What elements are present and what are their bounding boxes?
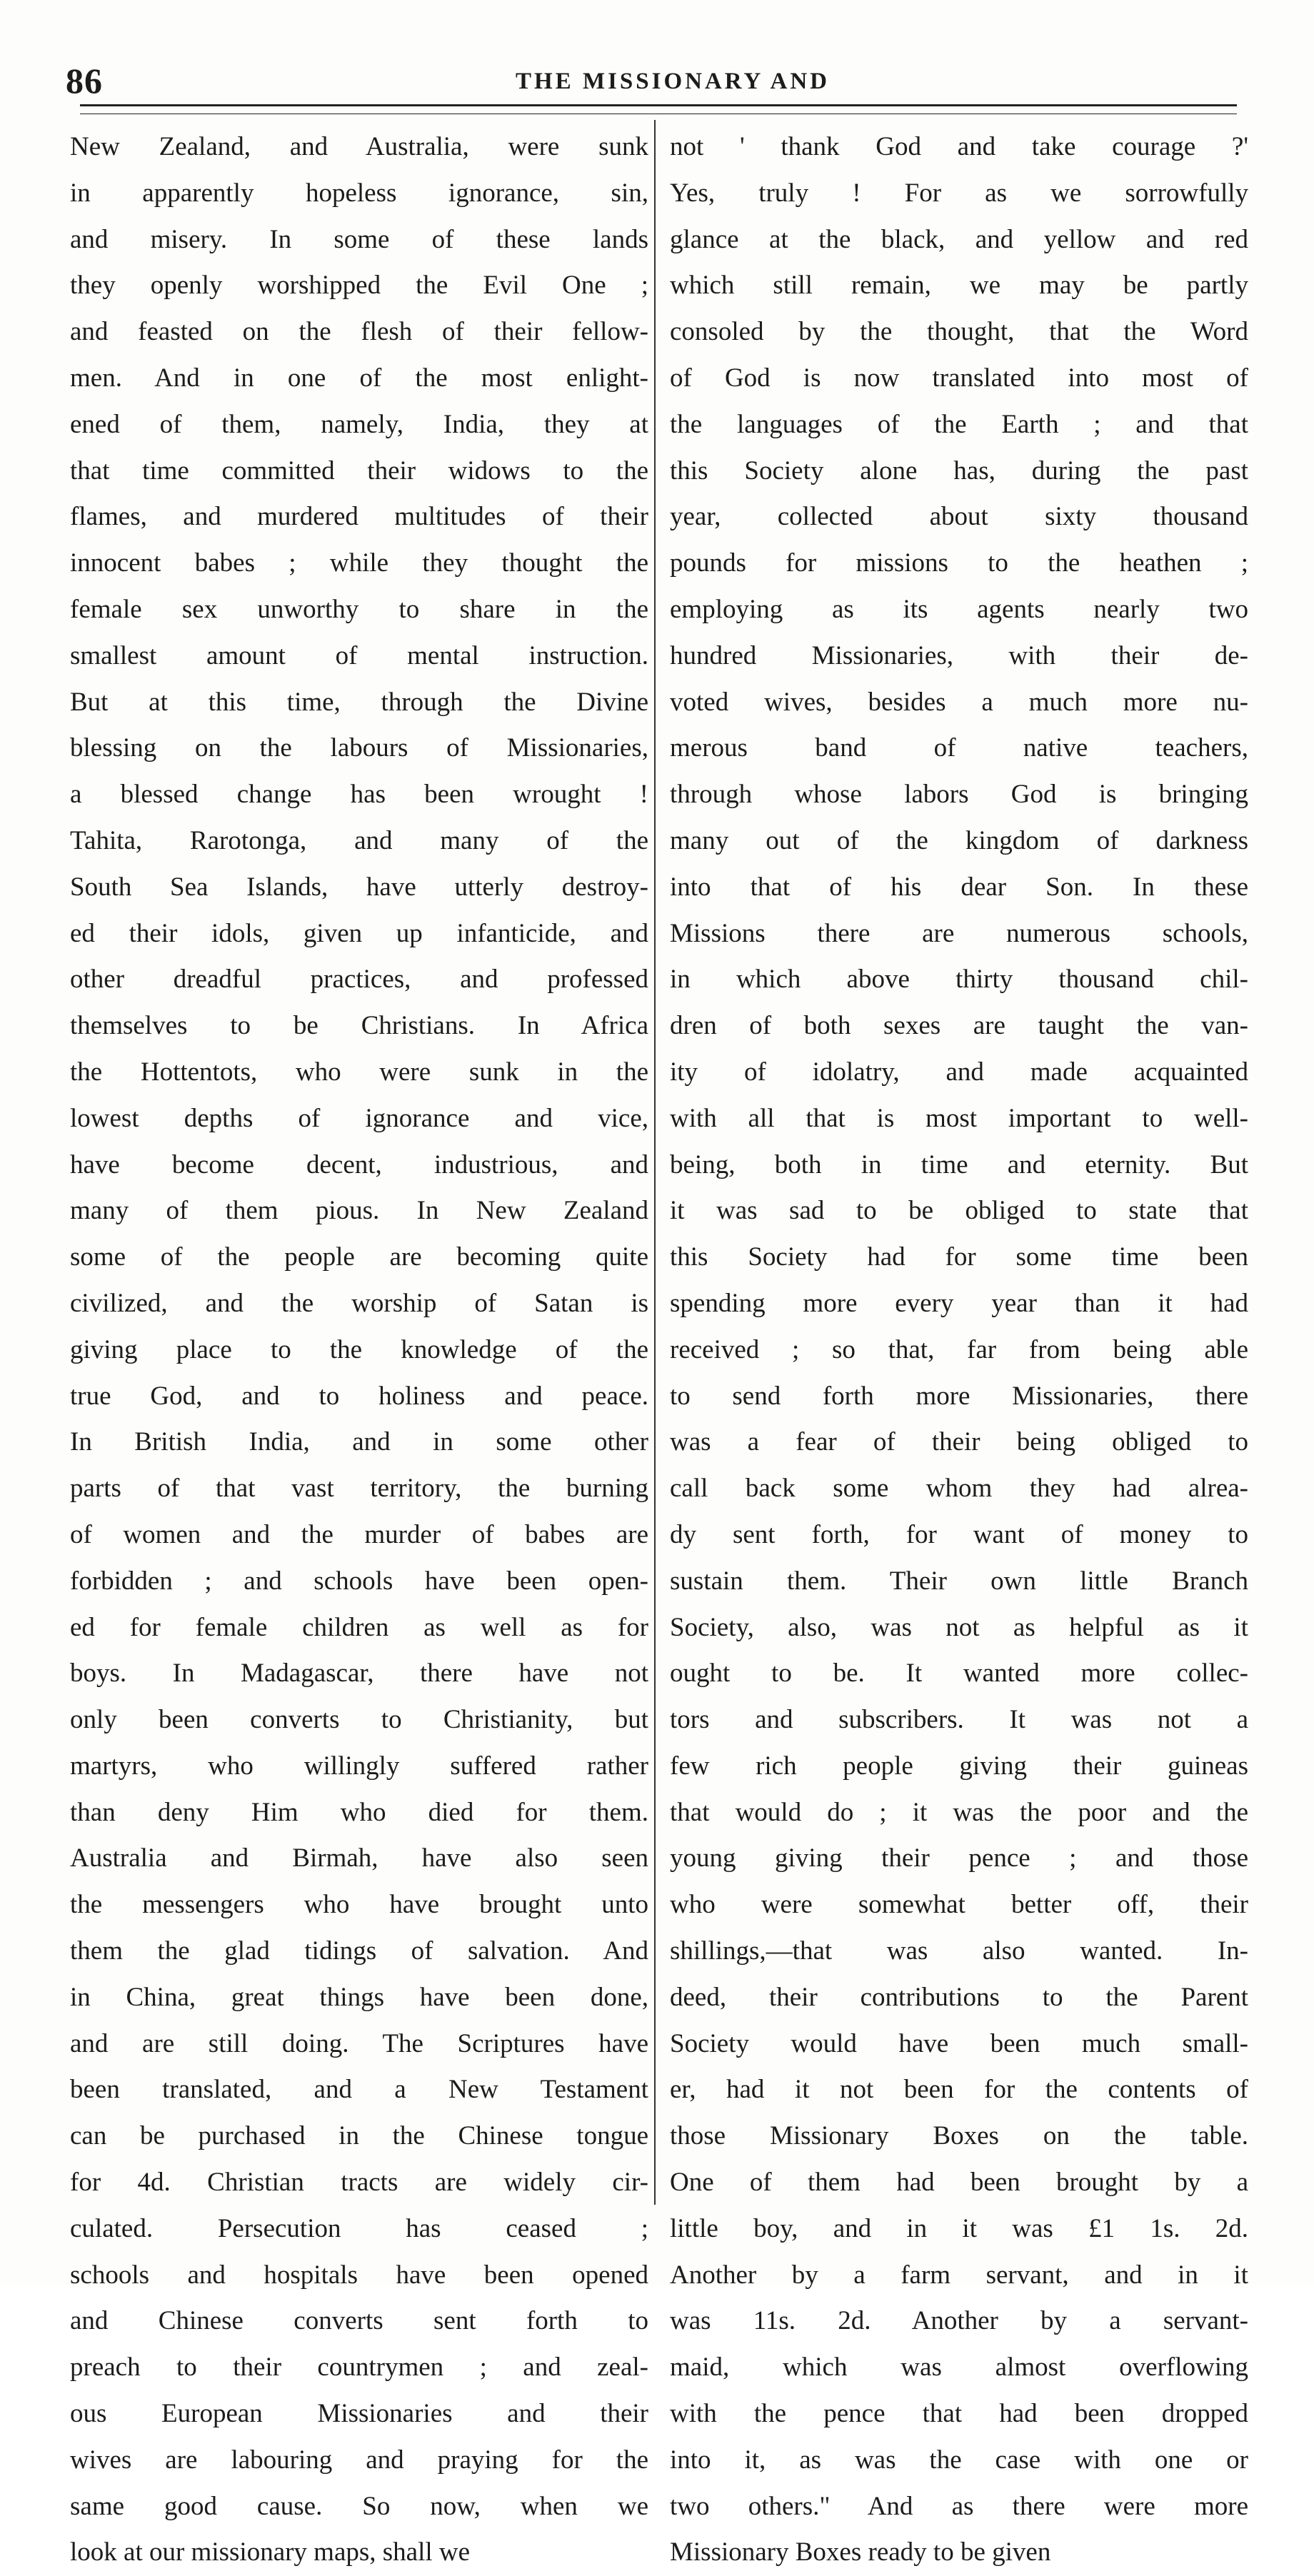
text-line: forbidden ; and schools have been open- [70,1566,648,1596]
text-line: few rich people giving their guineas [670,1751,1248,1781]
text-line: blessing on the labours of Missionaries, [70,733,648,763]
text-line: which still remain, we may be partly [670,271,1248,301]
text-line: ity of idolatry, and made acquainted [670,1057,1248,1087]
text-line: maid, which was almost overflowing [670,2353,1248,2383]
text-line: themselves to be Christians. In Africa [70,1011,648,1041]
text-line: wives are labouring and praying for the [70,2445,648,2475]
text-line: shillings,—that was also wanted. In- [670,1936,1248,1966]
text-line: Missionary Boxes ready to be given [670,2537,1051,2567]
text-line: and are still doing. The Scriptures have [70,2028,648,2058]
text-line: Society, also, was not as helpful as it [670,1612,1248,1642]
text-line: was 11s. 2d. Another by a servant- [670,2306,1248,2336]
text-line: consoled by the thought, that the Word [670,317,1248,347]
text-line: er, had it not been for the contents of [670,2075,1248,2105]
text-line: in apparently hopeless ignorance, sin, [70,178,648,208]
text-line: this Society alone has, during the past [670,456,1248,485]
text-line: ed their idols, given up infanticide, and [70,918,648,948]
column-divider [654,120,656,2205]
text-line: other dreadful practices, and professed [70,965,648,995]
text-line: young giving their pence ; and those [670,1843,1248,1873]
page-header [66,57,1251,107]
text-line: was a fear of their being obliged to [670,1427,1248,1457]
text-line: can be purchased in the Chinese tongue [70,2121,648,2151]
text-line: dy sent forth, for want of money to [670,1519,1248,1549]
right-column [670,124,1248,2576]
text-line: lowest depths of ignorance and vice, [70,1103,648,1133]
text-line: glance at the black, and yellow and red [670,224,1248,254]
text-line: call back some whom they had alrea- [670,1474,1248,1504]
text-line: giving place to the knowledge of the [70,1334,648,1364]
text-line: them the glad tidings of salvation. And [70,1936,648,1966]
text-line: this Society had for some time been [670,1242,1248,1272]
text-line: of God is now translated into most of [670,363,1248,393]
text-line: ened of them, namely, India, they at [70,409,648,439]
text-line: merous band of native teachers, [670,733,1248,763]
text-line: through whose labors God is bringing [670,780,1248,810]
text-line: Australia and Birmah, have also seen [70,1843,648,1873]
text-line: many of them pious. In New Zealand [70,1196,648,1226]
text-line: in which above thirty thousand chil- [670,965,1248,995]
text-line: schools and hospitals have been opened [70,2260,648,2290]
text-line: men. And in one of the most enlight- [70,363,648,393]
text-line: those Missionary Boxes on the table. [670,2121,1248,2151]
text-line: and feasted on the flesh of their fellow- [70,317,648,347]
text-line: with all that is most important to well- [670,1103,1248,1133]
text-line: the Hottentots, who were sunk in the [70,1057,648,1087]
text-line: hundred Missionaries, with their de- [670,640,1248,670]
text-line: many out of the kingdom of darkness [670,825,1248,855]
text-line: and Chinese converts sent forth to [70,2306,648,2336]
text-line: that time committed their widows to the [70,456,648,485]
page-number: 86 [66,61,103,101]
text-line: they openly worshipped the Evil One ; [70,271,648,301]
header-rule [80,104,1237,114]
text-line: In British India, and in some other [70,1427,648,1457]
text-line: employing as its agents nearly two [670,594,1248,624]
text-line: civilized, and the worship of Satan is [70,1288,648,1318]
text-line: Another by a farm servant, and in it [670,2260,1248,2290]
text-line: the messengers who have brought unto [70,1890,648,1920]
text-line: culated. Persecution has ceased ; [70,2213,648,2243]
text-line: martyrs, who willingly suffered rather [70,1751,648,1781]
text-line: parts of that vast territory, the burning [70,1474,648,1504]
text-line: year, collected about sixty thousand [670,502,1248,532]
text-line: One of them had been brought by a [670,2168,1248,2198]
text-line: deed, their contributions to the Parent [670,1982,1248,2012]
text-line: have become decent, industrious, and [70,1149,648,1179]
text-line: into it, as was the case with one or [670,2445,1248,2475]
text-line: received ; so that, far from being able [670,1334,1248,1364]
text-line: to send forth more Missionaries, there [670,1381,1248,1411]
text-line: Tahita, Rarotonga, and many of the [70,825,648,855]
text-line: and misery. In some of these lands [70,224,648,254]
text-line: being, both in time and eternity. But [670,1149,1248,1179]
text-line: smallest amount of mental instruction. [70,640,648,670]
text-line: a blessed change has been wrought ! [70,780,648,810]
text-line: the languages of the Earth ; and that [670,409,1248,439]
text-line: New Zealand, and Australia, were sunk [70,132,648,161]
text-line: some of the people are becoming quite [70,1242,648,1272]
text-line: two others." And as there were more [670,2491,1248,2521]
running-head: THE MISSIONARY AND [516,69,831,94]
text-line: flames, and murdered multitudes of their [70,502,648,532]
text-line: of women and the murder of babes are [70,1519,648,1549]
text-line: tors and subscribers. It was not a [670,1705,1248,1735]
text-line: who were somewhat better off, their [670,1890,1248,1920]
text-line: Society would have been much small- [670,2028,1248,2058]
text-line: ought to be. It wanted more collec- [670,1659,1248,1689]
text-line: sustain them. Their own little Branch [670,1566,1248,1596]
text-line: only been converts to Christianity, but [70,1705,648,1735]
text-line: female sex unworthy to share in the [70,594,648,624]
text-line: little boy, and in it was £1 1s. 2d. [670,2213,1248,2243]
text-line: ous European Missionaries and their [70,2399,648,2429]
text-line: South Sea Islands, have utterly destroy- [70,872,648,902]
left-column [70,124,648,2576]
text-line: dren of both sexes are taught the van- [670,1011,1248,1041]
text-line: Missions there are numerous schools, [670,918,1248,948]
text-line: look at our missionary maps, shall we [70,2537,471,2567]
text-line: Yes, truly ! For as we sorrowfully [670,178,1248,208]
text-line: into that of his dear Son. In these [670,872,1248,902]
text-line: been translated, and a New Testament [70,2075,648,2105]
text-line: for 4d. Christian tracts are widely cir- [70,2168,648,2198]
text-line: boys. In Madagascar, there have not [70,1659,648,1689]
text-line: same good cause. So now, when we [70,2491,648,2521]
text-line: true God, and to holiness and peace. [70,1381,648,1411]
text-line: innocent babes ; while they thought the [70,548,648,578]
text-line: than deny Him who died for them. [70,1797,648,1827]
text-line: ed for female children as well as for [70,1612,648,1642]
text-line: spending more every year than it had [670,1288,1248,1318]
text-line: with the pence that had been dropped [670,2399,1248,2429]
text-line: voted wives, besides a much more nu- [670,687,1248,717]
text-line: in China, great things have been done, [70,1982,648,2012]
text-line: not ' thank God and take courage ?' [670,132,1248,161]
text-line: pounds for missions to the heathen ; [670,548,1248,578]
text-line: that would do ; it was the poor and the [670,1797,1248,1827]
text-line: preach to their countrymen ; and zeal- [70,2353,648,2383]
text-line: it was sad to be obliged to state that [670,1196,1248,1226]
text-line: But at this time, through the Divine [70,687,648,717]
